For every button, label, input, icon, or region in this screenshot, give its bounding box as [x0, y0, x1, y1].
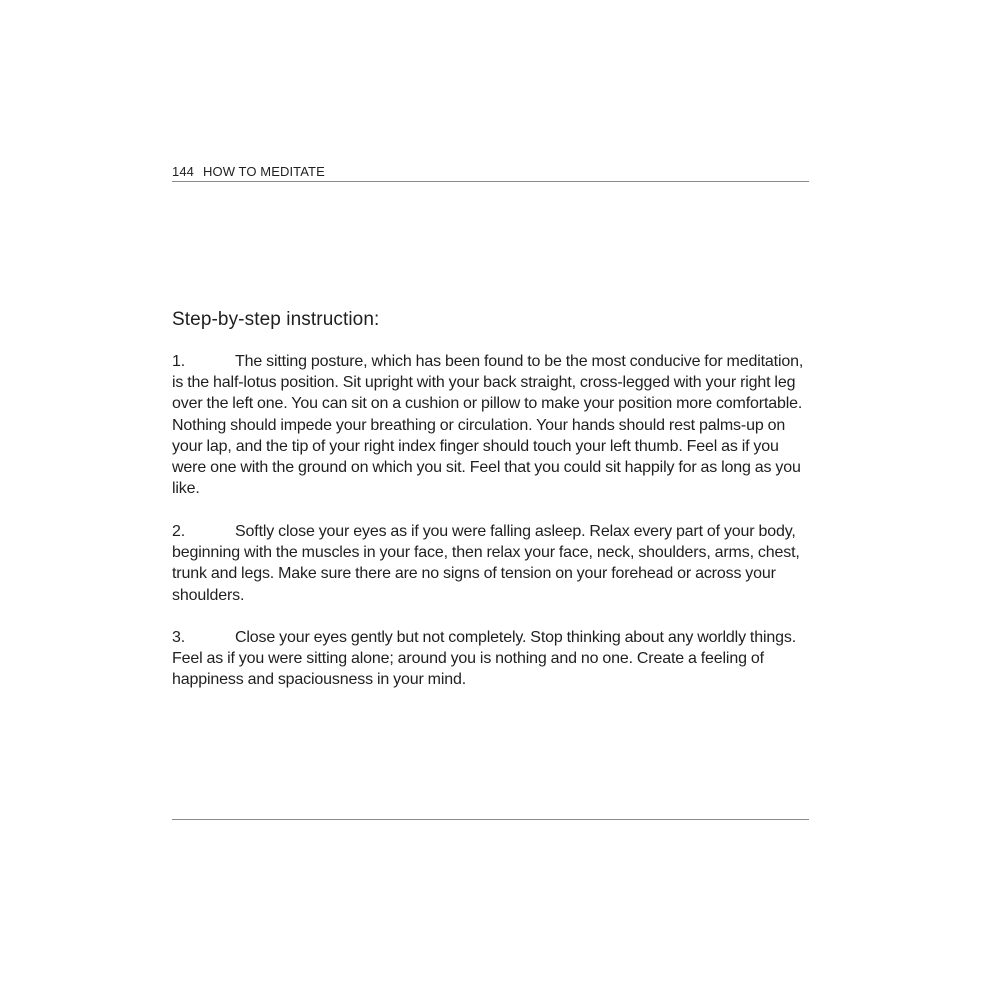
- step-item: [172, 351, 809, 499]
- running-head: [172, 164, 809, 182]
- step-number: 2.: [172, 523, 186, 540]
- step-text: The sitting posture, which has been found to be the most conducive for meditation, is the half-lotus position. Sit upright with your back straight, cross-legged with your right leg over the left one. You can sit on a cushion or pillow to make your position more comfortable. Nothing should impede your breathing or circulation. Your hands should rest palms-up on your lap, and the tip of your right index finger should touch your left thumb. Feel as if you were one with the ground on which you sit. Feel that you could sit happily for as long as you like.: [172, 353, 804, 498]
- section-heading: Step-by-step instruction:: [172, 309, 380, 330]
- footer-rule: [172, 819, 809, 820]
- step-text: Close your eyes gently but not completely. Stop thinking about any worldly things. Feel as if you were sitting alone; around you is nothing and no one. Create a feeling of happiness and spaciousness in your mind.: [172, 629, 797, 689]
- step-number: 3.: [172, 629, 186, 646]
- step-item: [172, 627, 809, 691]
- step-number: 1.: [172, 353, 186, 370]
- running-title: HOW TO MEDITATE: [203, 164, 325, 179]
- step-text: Softly close your eyes as if you were falling asleep. Relax every part of your body, beginning with the muscles in your face, then relax your face, neck, shoulders, arms, chest, trunk and legs. Make sure there are no signs of tension on your forehead or across your shoulders.: [172, 523, 800, 604]
- page-number: 144: [172, 164, 194, 179]
- step-item: [172, 521, 809, 606]
